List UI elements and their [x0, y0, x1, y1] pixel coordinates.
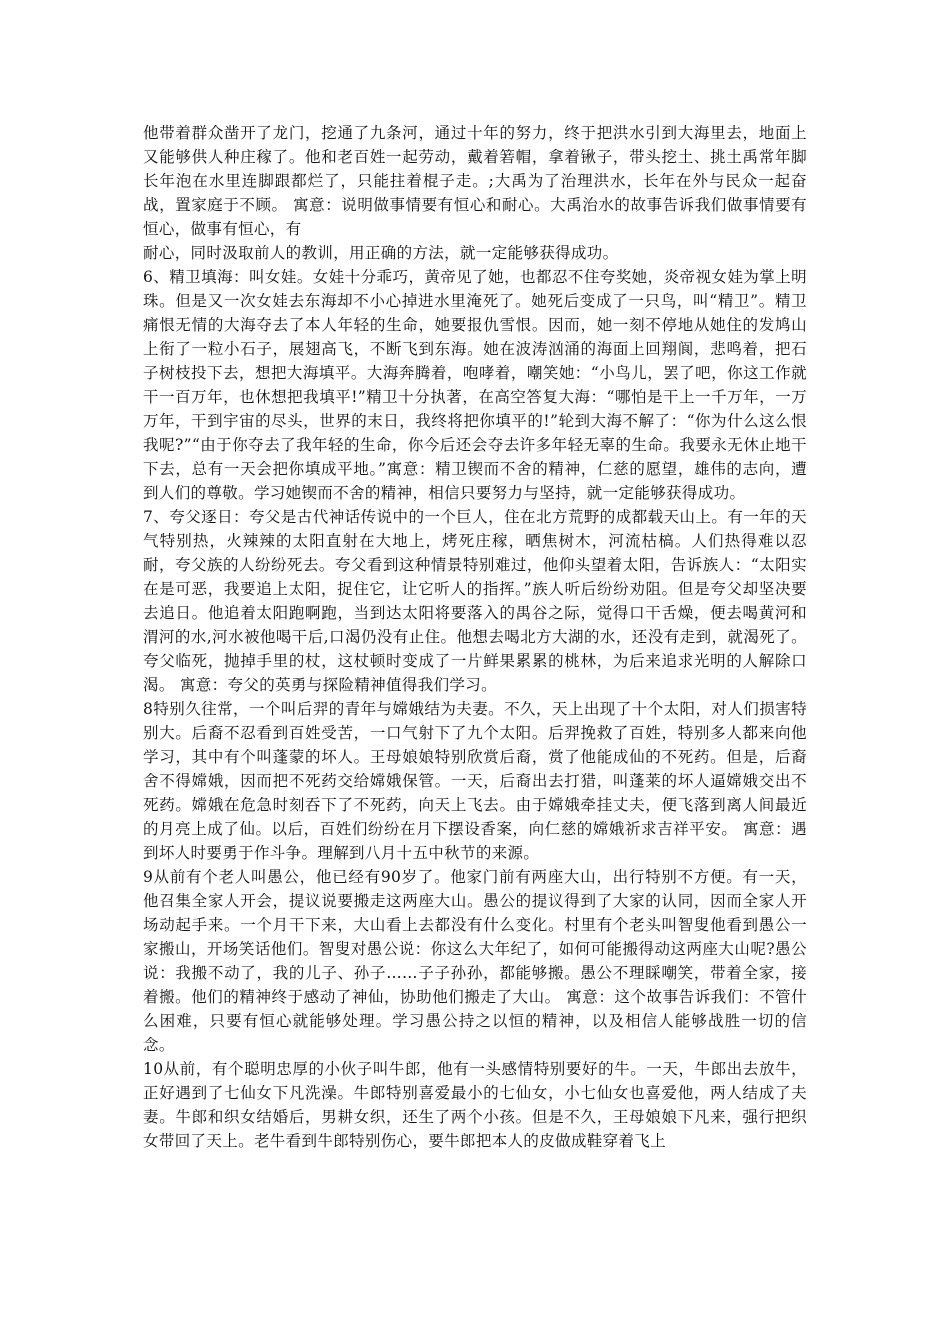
paragraph-change: 8特别久往常，一个叫后羿的青年与嫦娥结为夫妻。不久，天上出现了十个太阳，对人们损害特别大。后裔不忍看到百姓受苦，一口气射下了九个太阳。后羿挽救了百姓，特别多人都来向他学习，其中有个叫蓬蒙的坏人。王母娘娘特别欣赏后裔，赏了他能成仙的不死药。但是，后裔舍不得嫦娥，因而把不死药交给嫦娥保管。一天，后裔出去打猎，叫蓬莱的坏人逼嫦娥交出不死药。嫦娥在危急时刻吞下了不死药，向天上飞去。由于嫦娥牵挂丈夫，便飞落到离人间最近的月亮上成了仙。以后，百姓们纷纷在月下摆设香案，向仁慈的嫦娥祈求吉祥平安。 寓意：遇到坏人时要勇于作斗争。理解到八月十五中秋节的来源。: [143, 700, 807, 862]
paragraph-dayu-ending: 耐心，同时汲取前人的教训，用正确的方法，就一定能够获得成功。: [143, 244, 619, 262]
paragraph-niulang: 10从前，有个聪明忠厚的小伙子叫牛郎，他有一头感情特别要好的牛。一天，牛郎出去放牛，正好遇到了七仙女下凡洗澡。牛郎特别喜爱最小的七仙女，小七仙女也喜爱他，两人结成了夫妻。牛郎和织女结婚后，男耕女织，还生了两个小孩。但是不久，王母娘娘下凡来，强行把织女带回了天上。老牛看到牛郎特别伤心，要牛郎把本人的皮做成鞋穿着飞上: [143, 1060, 807, 1150]
paragraph-yugong: 9从前有个老人叫愚公，他已经有90岁了。他家门前有两座大山，出行特别不方便。有一天，他召集全家人开会，提议说要搬走这两座大山。愚公的提议得到了大家的认同，因而全家人开场动起手来。一个月干下来，大山看上去都没有什么变化。村里有个老头叫智叟他看到愚公一家搬山，开场笑话他们。智叟对愚公说：你这么大年纪了，如何可能搬得动这两座大山呢?愚公说：我搬不动了，我的儿子、孙子……子子孙孙，都能够搬。愚公不理睬嘲笑，带着全家，接着搬。他们的精神终于感动了神仙，协助他们搬走了大山。 寓意：这个故事告诉我们：不管什么困难，只要有恒心就能够处理。学习愚公持之以恒的精神，以及相信人能够战胜一切的信念。: [143, 868, 807, 1054]
paragraph-jingwei: 6、精卫填海：叫女娃。女娃十分乖巧，黄帝见了她，也都忍不住夸奖她，炎帝视女娃为掌上明珠。但是又一次女娃去东海却不小心掉进水里淹死了。她死后变成了一只鸟，叫“精卫”。精卫痛恨无情的大海夺去了本人年轻的生命，她要报仇雪恨。因而，她一刻不停地从她住的发鸠山上衔了一粒小石子，展翅高飞，不断飞到东海。她在波涛汹涌的海面上回翔阆，悲鸣着，把石子树枝投下去，想把大海填平。大海奔腾着，咆哮着，嘲笑她：“小鸟儿，罢了吧，你这工作就干一百万年，也休想把我填平!”精卫十分执著，在高空答复大海：“哪怕是干上一千万年，一万万年，干到宇宙的尽头，世界的末日，我终将把你填平的!”轮到大海不解了：“你为什么这么恨我呢?”“由于你夺去了我年轻的生命，你今后还会夺去许多年轻无辜的生命。我要永无休止地干下去，总有一天会把你填成平地。”寓意：精卫锲而不舍的精神，仁慈的愿望，雄伟的志向，遭到人们的尊敬。学习她锲而不舍的精神，相信只要努力与坚持，就一定能够获得成功。: [143, 268, 807, 502]
paragraph-dayu-continued: 他带着群众凿开了龙门，挖通了九条河，通过十年的努力，终于把洪水引到大海里去，地面上又能够供人种庄稼了。他和老百姓一起劳动，戴着箬帽，拿着锹子，带头挖土、挑土禹常年脚长年泡在水里连脚跟都烂了，只能拄着棍子走。;大禹为了治理洪水，长年在外与民众一起奋战，置家庭于不顾。 寓意：说明做事情要有恒心和耐心。大禹治水的故事告诉我们做事情要有恒心，做事有恒心，有: [143, 124, 807, 238]
paragraph-kuafu: 7、夸父逐日：夸父是古代神话传说中的一个巨人，住在北方荒野的成都载天山上。有一年的天气特别热，火辣辣的太阳直射在大地上，烤死庄稼，晒焦树木，河流枯槁。人们热得难以忍耐，夸父族的人纷纷死去。夸父看到这种情景特别难过，他仰头望着太阳，告诉族人：“太阳实在是可恶，我要追上太阳，捉住它，让它听人的指挥。”族人听后纷纷劝阻。但是夸父却坚决要去追日。他追着太阳跑啊跑，当到达太阳将要落入的禺谷之际，觉得口干舌燥，便去喝黄河和渭河的水,河水被他喝干后,口渴仍没有止住。他想去喝北方大湖的水，还没有走到，就渴死了。夸父临死，抛掉手里的杖，这杖顿时变成了一片鲜果累累的桃林，为后来追求光明的人解除口渴。 寓意：夸父的英勇与探险精神值得我们学习。: [143, 508, 807, 694]
document-body: [143, 121, 807, 1153]
